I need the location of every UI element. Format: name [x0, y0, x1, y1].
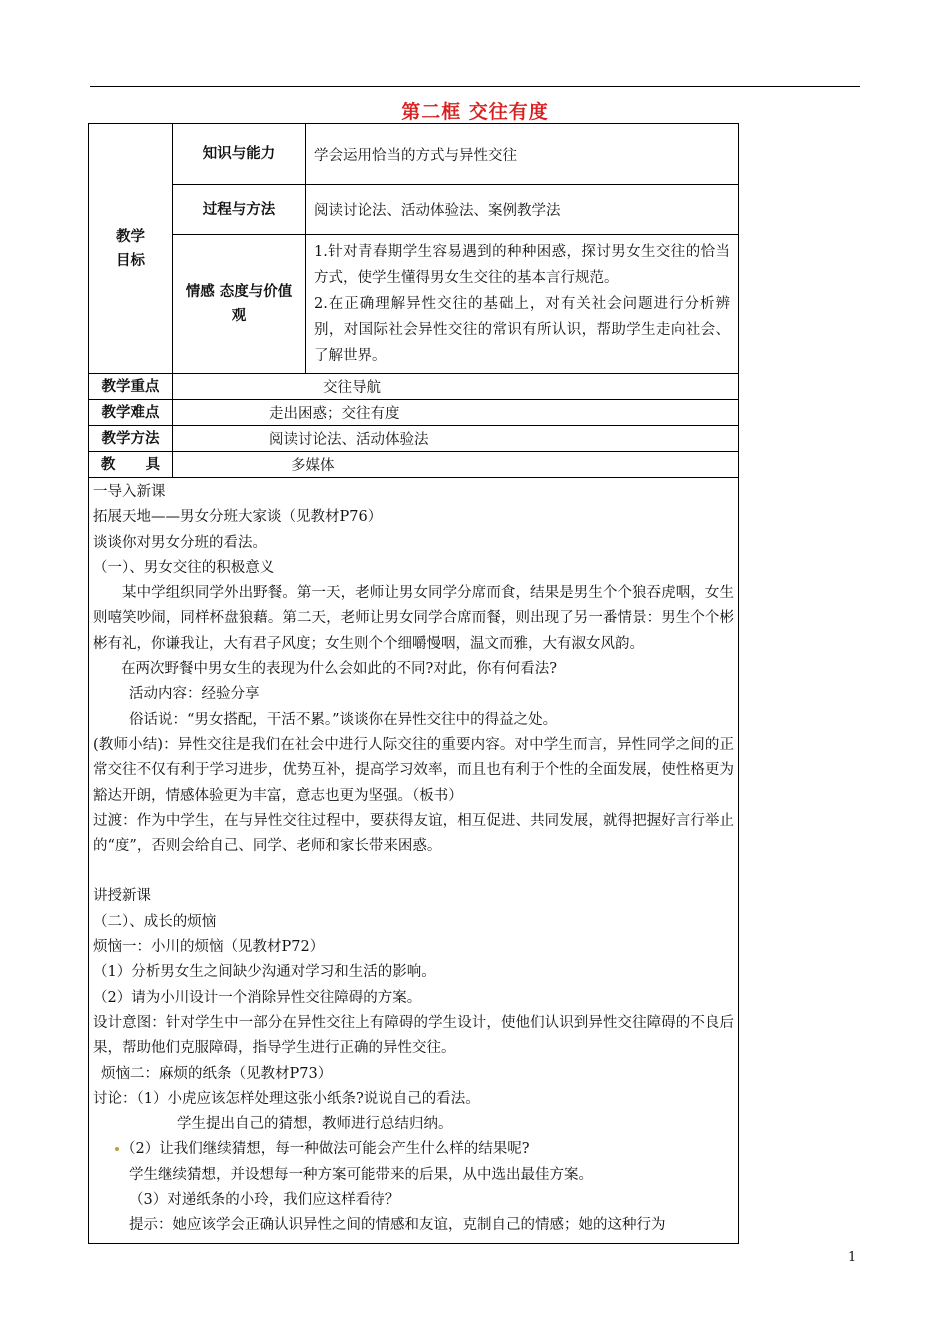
- objective-label-process: 过程与方法: [173, 185, 306, 235]
- page-number: 1: [848, 1250, 857, 1265]
- transition-paragraph: 过渡：作为中学生，在与异性交往过程中，要获得友谊，相互促进、共同发展，就得把握好言行举止的“度”，否则会给自己、同学、老师和家长带来困惑。: [93, 812, 734, 855]
- teacher-summary: (教师小结)：异性交往是我们在社会中进行人际交往的重要内容。对中学生而言，异性同学之间的正常交往不仅有利于学习进步，优势互补，提高学习效率，而且也有利于个性的全面发展，使性格更为豁达开朗，情感体验更为丰富，意志也更为坚强。（板书）: [93, 736, 734, 804]
- section-heading: （一）、男女交往的积极意义: [93, 559, 275, 576]
- content-line: 烦恼二：麻烦的纸条（见教材P73）: [101, 1065, 333, 1082]
- objective-label-emotion: 情感 态度与价值观: [173, 235, 306, 374]
- page-title: 第二框 交往有度: [401, 101, 549, 123]
- objective-label-knowledge: 知识与能力: [173, 124, 306, 185]
- row-label-tools: 教 具: [89, 452, 173, 478]
- lesson-content: [89, 478, 739, 1244]
- row-value-tools: 多媒体: [173, 452, 739, 478]
- objective-value-knowledge: 学会运用恰当的方式与异性交往: [306, 124, 739, 185]
- content-line: （2）请为小川设计一个消除异性交往障碍的方案。: [93, 989, 422, 1006]
- content-line-text: （2）让我们继续猜想，每一种做法可能会产生什么样的结果呢?: [121, 1141, 530, 1158]
- content-line: 学生提出自己的猜想，教师进行总结归纳。: [177, 1116, 453, 1133]
- row-value-key-point: 交往导航: [173, 374, 739, 400]
- section-heading: （二）、成长的烦恼: [93, 913, 217, 930]
- content-line: （1）分析男女生之间缺少沟通对学习和生活的影响。: [93, 964, 436, 981]
- story-paragraph: 某中学组织同学外出野餐。第一天，老师让男女同学分席而食，结果是男生个个狼吞虎咽，女生则嘻笑吵闹，同样杯盘狼藉。第二天，老师让男女同学合席而餐，则出现了另一番情景：男生个个彬彬有礼，你谦我让，大有君子风度；女生则个个细嚼慢咽，温文而雅，大有淑女风韵。: [93, 585, 734, 652]
- row-value-difficulty: 走出困惑；交往有度: [173, 400, 739, 426]
- bullet-mark: [115, 1147, 119, 1151]
- content-line: 提示：她应该学会正确认识异性之间的情感和友谊，克制自己的情感；她的这种行为: [129, 1217, 666, 1234]
- content-line: 在两次野餐中男女生的表现为什么会如此的不同?对此，你有何看法?: [121, 661, 558, 678]
- spacer: [93, 859, 734, 884]
- row-label-difficulty: 教学难点: [89, 400, 173, 426]
- content-line: 谈谈你对男女分班的看法。: [93, 534, 267, 551]
- row-label-key-point: 教学重点: [89, 374, 173, 400]
- content-line: 烦恼一：小川的烦恼（见教材P72）: [93, 939, 325, 956]
- row-label-method: 教学方法: [89, 426, 173, 452]
- objective-value-emotion: 1.针对青春期学生容易遇到的种种困惑，探讨男女生交往的恰当方式，使学生懂得男女生交往的基本言行规范。 2.在正确理解异性交往的基础上，对有关社会问题进行分析辨别，对国际社会异性交往的常识有所认识，帮助学生走向社会、了解世界。: [306, 235, 739, 374]
- objective-value-process: 阅读讨论法、活动体验法、案例教学法: [306, 185, 739, 235]
- header-rule: [90, 86, 860, 87]
- design-intent: 设计意图：针对学生中一部分在异性交往上有障碍的学生设计，使他们认识到异性交往障碍的不良后果，帮助他们克服障碍，指导学生进行正确的异性交往。: [93, 1014, 734, 1057]
- content-line: 活动内容：经验分享: [129, 686, 260, 703]
- content-line: [93, 1137, 734, 1162]
- lesson-plan-table: [88, 123, 739, 1244]
- content-line: 拓展天地——男女分班大家谈（见教材P76）: [93, 509, 383, 526]
- content-line: 讨论：（1）小虎应该怎样处理这张小纸条?说说自己的看法。: [93, 1090, 480, 1107]
- content-line: （3）对递纸条的小玲，我们应这样看待？: [129, 1192, 400, 1209]
- intro-heading: 一导入新课: [93, 484, 166, 500]
- row-value-method: 阅读讨论法、活动体验法: [173, 426, 739, 452]
- section-heading: 讲授新课: [93, 888, 151, 905]
- content-line: 俗话说：“男女搭配，干活不累。”谈谈你在异性交往中的得益之处。: [129, 711, 558, 728]
- content-line: 学生继续猜想，并设想每一种方案可能带来的后果，从中选出最佳方案。: [129, 1166, 593, 1183]
- objectives-label: 教学 目标: [89, 124, 173, 374]
